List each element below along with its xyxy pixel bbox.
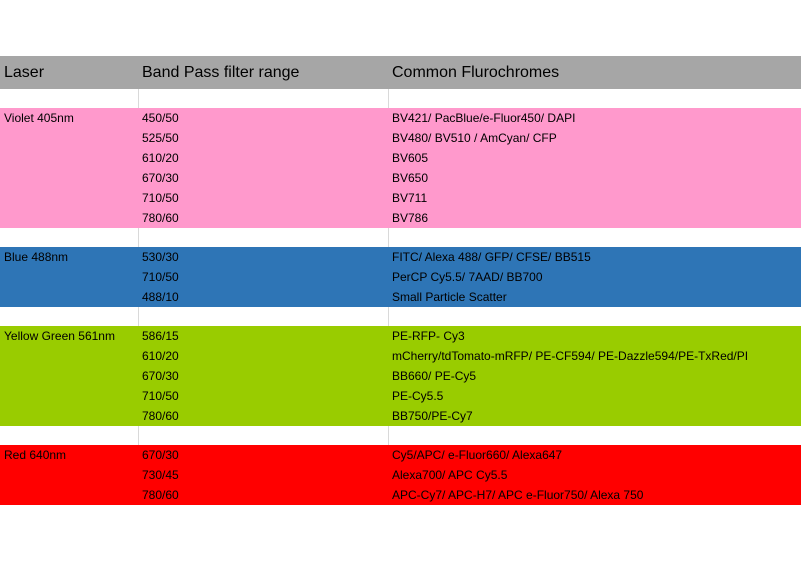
filter-range[interactable]: 780/60 bbox=[142, 211, 179, 225]
grid-line bbox=[138, 426, 139, 445]
table-row bbox=[0, 386, 801, 406]
table-row bbox=[0, 346, 801, 366]
filter-range[interactable]: 450/50 bbox=[142, 111, 179, 125]
laser-name[interactable]: Blue 488nm bbox=[4, 250, 69, 264]
table-row bbox=[0, 406, 801, 426]
filter-range[interactable]: 525/50 bbox=[142, 131, 179, 145]
fluorochromes[interactable]: Cy5/APC/ e-Fluor660/ Alexa647 bbox=[392, 448, 563, 462]
yellow-green-laser-block bbox=[0, 326, 801, 426]
fluorochromes[interactable]: BV480/ BV510 / AmCyan/ CFP bbox=[392, 131, 557, 145]
table-row bbox=[0, 267, 801, 287]
filter-range[interactable]: 710/50 bbox=[142, 191, 179, 205]
fluorochromes[interactable]: APC-Cy7/ APC-H7/ APC e-Fluor750/ Alexa 750 bbox=[392, 488, 644, 502]
header-fluorochromes[interactable]: Common Flurochromes bbox=[392, 64, 560, 81]
laser-name[interactable]: Yellow Green 561nm bbox=[4, 329, 115, 343]
blue-laser-block bbox=[0, 247, 801, 307]
filter-range[interactable]: 670/30 bbox=[142, 171, 179, 185]
table-row bbox=[0, 465, 801, 485]
spacer-row bbox=[0, 89, 801, 108]
filter-range[interactable]: 670/30 bbox=[142, 369, 179, 383]
table-row bbox=[0, 326, 801, 346]
laser-name[interactable]: Violet 405nm bbox=[4, 111, 74, 125]
fluorochromes[interactable]: BV711 bbox=[392, 191, 428, 205]
fluorochromes[interactable]: BB750/PE-Cy7 bbox=[392, 409, 473, 423]
laser-filter-table bbox=[0, 56, 801, 505]
violet-laser-block bbox=[0, 108, 801, 228]
filter-range[interactable]: 670/30 bbox=[142, 448, 179, 462]
fluorochromes[interactable]: Alexa700/ APC Cy5.5 bbox=[392, 468, 508, 482]
table-row bbox=[0, 128, 801, 148]
grid-line bbox=[138, 89, 139, 108]
fluorochromes[interactable]: BV650 bbox=[392, 171, 429, 185]
filter-range[interactable]: 780/60 bbox=[142, 488, 179, 502]
table-row bbox=[0, 148, 801, 168]
table-row bbox=[0, 208, 801, 228]
table-row bbox=[0, 247, 801, 267]
table-row bbox=[0, 485, 801, 505]
table-row bbox=[0, 366, 801, 386]
table-row bbox=[0, 108, 801, 128]
laser-name[interactable]: Red 640nm bbox=[4, 448, 67, 462]
spacer-row bbox=[0, 228, 801, 247]
grid-line bbox=[388, 307, 389, 326]
grid-line bbox=[388, 89, 389, 108]
spacer-row bbox=[0, 307, 801, 326]
spacer-row bbox=[0, 426, 801, 445]
filter-range[interactable]: 610/20 bbox=[142, 349, 179, 363]
fluorochromes[interactable]: BV605 bbox=[392, 151, 429, 165]
fluorochromes[interactable]: mCherry/tdTomato-mRFP/ PE-CF594/ PE-Dazzle594/PE-TxRed/PI bbox=[392, 349, 749, 363]
grid-line bbox=[138, 307, 139, 326]
table-row bbox=[0, 287, 801, 307]
filter-range[interactable]: 586/15 bbox=[142, 329, 179, 343]
grid-line bbox=[388, 426, 389, 445]
fluorochromes[interactable]: PerCP Cy5.5/ 7AAD/ BB700 bbox=[392, 270, 543, 284]
filter-range[interactable]: 710/50 bbox=[142, 270, 179, 284]
filter-range[interactable]: 780/60 bbox=[142, 409, 179, 423]
header-filter[interactable]: Band Pass filter range bbox=[142, 64, 300, 81]
table-row bbox=[0, 168, 801, 188]
filter-range[interactable]: 488/10 bbox=[142, 290, 179, 304]
fluorochromes[interactable]: PE-RFP- Cy3 bbox=[392, 329, 465, 343]
table-row bbox=[0, 445, 801, 465]
fluorochromes[interactable]: BV786 bbox=[392, 211, 429, 225]
red-laser-block bbox=[0, 445, 801, 505]
filter-range[interactable]: 710/50 bbox=[142, 389, 179, 403]
filter-range[interactable]: 610/20 bbox=[142, 151, 179, 165]
fluorochromes[interactable]: BV421/ PacBlue/e-Fluor450/ DAPI bbox=[392, 111, 576, 125]
filter-range[interactable]: 730/45 bbox=[142, 468, 179, 482]
table-row bbox=[0, 188, 801, 208]
fluorochromes[interactable]: Small Particle Scatter bbox=[392, 290, 507, 304]
fluorochromes[interactable]: BB660/ PE-Cy5 bbox=[392, 369, 477, 383]
grid-line bbox=[388, 228, 389, 247]
header-laser[interactable]: Laser bbox=[4, 64, 45, 81]
grid-line bbox=[138, 228, 139, 247]
fluorochromes[interactable]: PE-Cy5.5 bbox=[392, 389, 444, 403]
fluorochromes[interactable]: FITC/ Alexa 488/ GFP/ CFSE/ BB515 bbox=[392, 250, 591, 264]
table-header-row bbox=[0, 56, 801, 89]
filter-range[interactable]: 530/30 bbox=[142, 250, 179, 264]
